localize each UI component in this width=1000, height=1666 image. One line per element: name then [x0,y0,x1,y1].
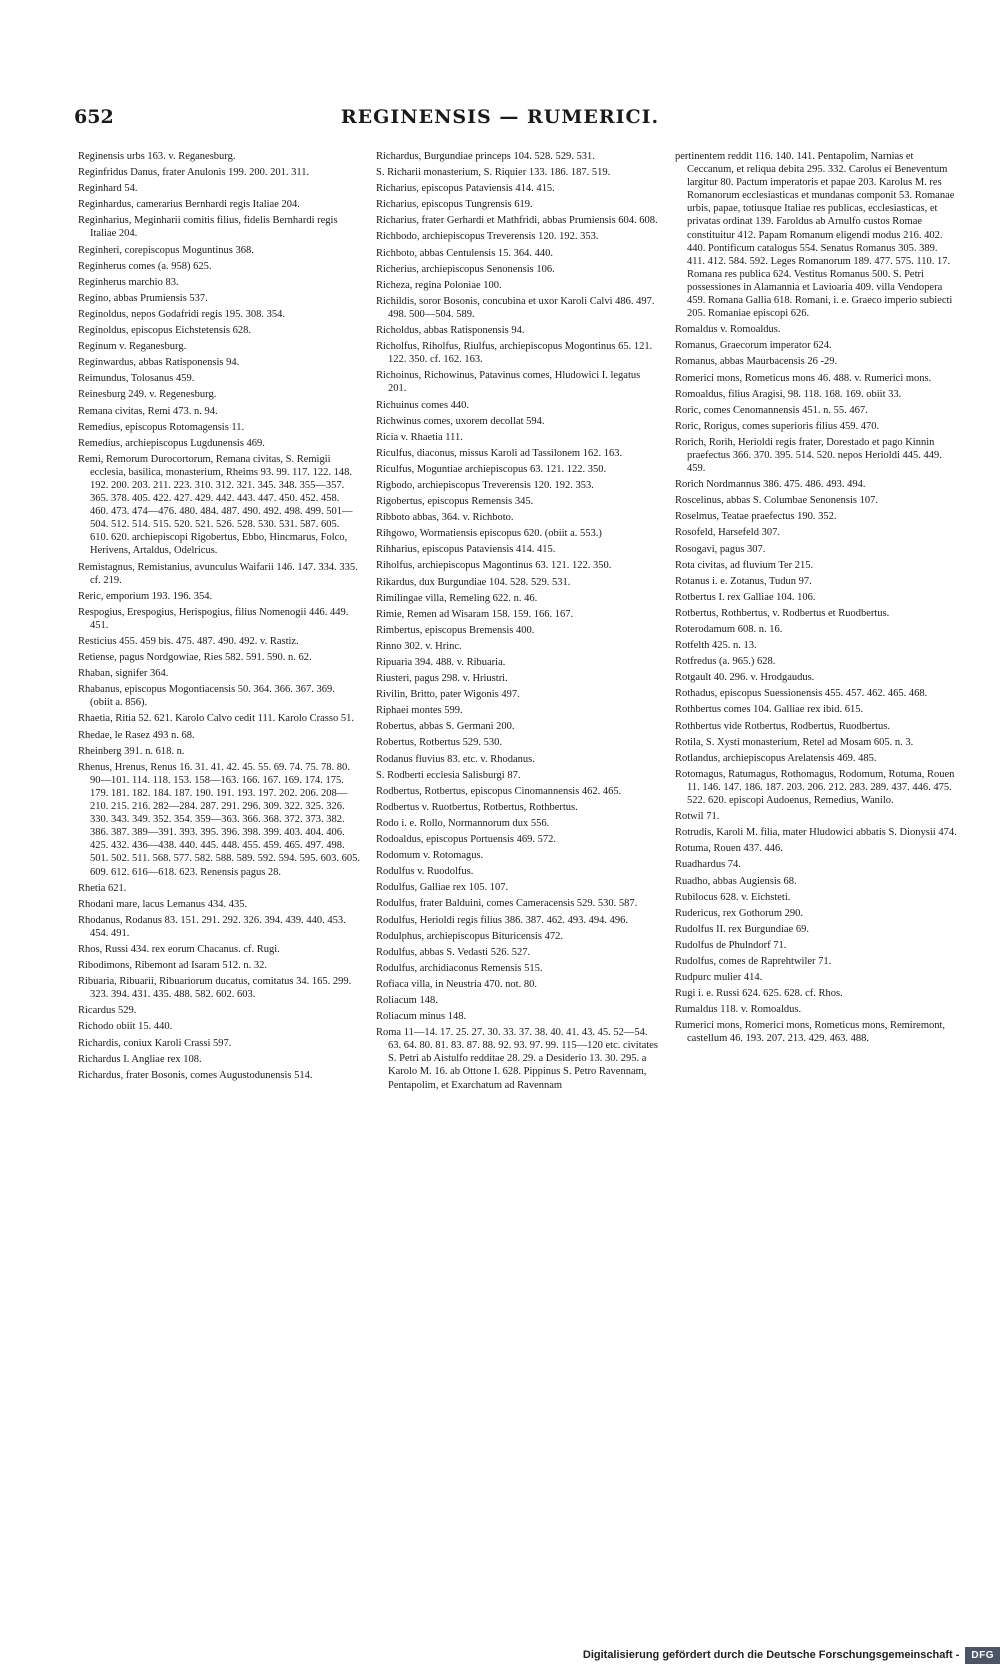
index-entry: Rimie, Remen ad Wisaram 158. 159. 166. 167. [376,608,574,620]
index-entry: Reginwardus, abbas Ratisponensis 94. [78,357,240,369]
index-entry: Rigbodo, archiepiscopus Treverensis 120. 192. 353. [376,479,594,491]
index-entry: Rodulfus, Herioldi regis filius 386. 387. 462. 493. 494. 496. [376,914,628,926]
index-entry: Richardus I. Angliae rex 108. [78,1053,202,1065]
index-entry: Rotgault 40. 296. v. Hrodgaudus. [675,672,815,684]
index-entry: Rhenus, Hrenus, Renus 16. 31. 41. 42. 45. 55. 69. 74. 75. 78. 80. 90—101. 114. 118. 153. 158—163. 166. 167. 169. 174. 175. 179. 181. 182. 184. 187. 190. 191. 193. 197. 202. 206. 208—210. 215. 216. 282—284. 287. 291. 296. 309. 322. 325. 326. 330. 343. 349. 352. 354. 359—363. 366. 368. 372. 373. 382. 386. 387. 389—391. 393. 395. 396. 398. 399. 403. 404. 406. 425. 432. 436—438. 440. 445. 448. 455. 459. 465. 497. 498. 501. 502. 511. 568. 577. 582. 588. 589. 592. 594. 595. 603. 605. 609. 612. 616—618. 623. Renensis pagus 28. [78,761,360,878]
index-entry: Rikardus, dux Burgundiae 104. 528. 529. 531. [376,576,571,588]
index-entry: Rotuma, Rouen 437. 446. [675,843,783,855]
index-entry: Richboto, abbas Centulensis 15. 364. 440. [376,247,554,259]
index-entry: Romoaldus, filius Aragisi, 98. 118. 168. 169. obiit 33. [675,388,902,400]
index-entry: Rudericus, rex Gothorum 290. [675,907,804,919]
index-entry: Roric, comes Cenomannensis 451. n. 55. 467. [675,404,868,416]
index-entry: Reinesburg 249. v. Regenesburg. [78,389,217,401]
index-entry: Rimbertus, episcopus Bremensis 400. [376,624,535,636]
index-entry: Rugi i. e. Russi 624. 625. 628. cf. Rhos. [675,988,843,1000]
index-entry: Rheinberg 391. n. 618. n. [78,745,185,757]
index-entry: Rihgowo, Wormatiensis episcopus 620. (obiit a. 553.) [376,528,602,540]
index-entry: Rosogavi, pagus 307. [675,543,766,555]
index-entry: Rumerici mons, Romerici mons, Rometicus mons, Remiremont, castellum 46. 193. 207. 213. 429. 463. 488. [675,1020,946,1045]
index-entry: Rodo i. e. Rollo, Normannorum dux 556. [376,817,550,829]
index-entry: Ribuaria, Ribuarii, Ribuariorum ducatus, comitatus 34. 165. 299. 323. 394. 431. 435. 488. 582. 602. 603. [78,976,352,1001]
index-entry: Rudolfus de Phulndorf 71. [675,939,787,951]
index-entry: Roliacum 148. [376,994,438,1006]
index-entry: Rhaetia, Ritia 52. 621. Karolo Calvo cedit 111. Karolo Crasso 51. [78,713,354,725]
index-entry: Ricardus 529. [78,1005,137,1017]
index-entry: Rhaban, signifer 364. [78,668,169,680]
index-entry: Reginherus marchio 83. [78,276,179,288]
index-entry: Rorich, Rorih, Herioldi regis frater, Dorestado et pago Kinnin praefectus 366. 370. 395. 514. 520. nepos Herioldi 445. 449. 459. [675,436,942,475]
index-column-2 [376,150,658,1620]
index-entry: Riholfus, archiepiscopus Magontinus 63. 121. 122. 350. [376,560,612,572]
index-entry: Ripuaria 394. 488. v. Ribuaria. [376,657,506,668]
index-entry: Richardus, Burgundiae princeps 104. 528. 529. 531. [376,151,595,162]
index-entry: Rodulfus, frater Balduini, comes Cameracensis 529. 530. 587. [376,898,638,910]
index-entry: Reginoldus, nepos Godafridi regis 195. 308. 354. [78,308,286,320]
index-entry: Rudolfus, comes de Raprehtwiler 71. [675,955,832,967]
index-entry: Reginharius, Meginharii comitis filius, fidelis Bernhardi regis Italiae 204. [78,215,338,240]
index-entry: Richoldus, abbas Ratisponensis 94. [376,325,525,337]
index-entry: Rhabanus, episcopus Mogontiacensis 50. 364. 366. 367. 369. (obiit a. 856). [78,684,335,709]
index-entry: Reginherus comes (a. 958) 625. [78,260,212,272]
index-entry: Riphaei montes 599. [376,705,463,717]
index-entry: Richuinus comes 440. [376,399,470,411]
index-entry: Ricia v. Rhaetia 111. [376,431,463,443]
index-entry: Roma 11—14. 17. 25. 27. 30. 33. 37. 38. 40. 41. 43. 45. 52—54. 63. 64. 80. 81. 83. 87. 88. 92. 93. 97. 99. 115—120 etc. civitates S. Petri ab Aistulfo redditae 28. 29. a Desiderio 13. 30. 295. a Karolo M. 16. ab Ottone I. 628. Pippinus S. Petro Ravennam, Pentapolim, et Exarchatum ad Ravennam [376,1027,658,1091]
index-entry: Riusteri, pagus 298. v. Hriustri. [376,673,508,685]
index-entry: Roliacum minus 148. [376,1011,467,1023]
index-entry: Richardus, frater Bosonis, comes Augustodunensis 514. [78,1069,313,1081]
index-column-3 [675,150,957,1620]
index-entry: Richarius, episcopus Tungrensis 619. [376,199,533,211]
index-entry: Rhedae, le Rasez 493 n. 68. [78,729,195,741]
index-entry: Riculfus, diaconus, missus Karoli ad Tassilonem 162. 163. [376,447,623,459]
index-entry: Rodomum v. Rotomagus. [376,850,484,862]
index-entry: Rihharius, episcopus Pataviensis 414. 415. [376,544,556,556]
index-entry: Remistagnus, Remistanius, avunculus Waifarii 146. 147. 334. 335. cf. 219. [78,561,358,586]
index-entry: S. Rodberti ecclesia Salisburgi 87. [376,769,521,781]
index-entry: Rotanus i. e. Zotanus, Tudun 97. [675,575,812,587]
index-entry: Richodo obiit 15. 440. [78,1021,173,1033]
index-entry: Rotlandus, archiepiscopus Arelatensis 469. 485. [675,752,877,764]
index-entry: Rudpurc mulier 414. [675,972,763,984]
index-entry: Rotbertus I. rex Galliae 104. 106. [675,591,816,603]
index-entry: Romanus, abbas Maurbacensis 26 -29. [675,356,838,368]
index-entry: Rigobertus, episcopus Remensis 345. [376,496,534,508]
index-entry: Rodulphus, archiepiscopus Bituricensis 472. [376,930,563,942]
index-entry: Remedius, archiepiscopus Lugdunensis 469. [78,437,265,449]
index-entry: Rotrudis, Karoli M. filia, mater Hludowici abbatis S. Dionysii 474. [675,827,957,839]
index-entry: Rhetia 621. [78,882,127,894]
index-entry: Respogius, Erespogius, Herispogius, filius Nomenogii 446. 449. 451. [78,606,349,631]
index-entry: Richolfus, Riholfus, Riulfus, archiepiscopus Mogontinus 65. 121. 122. 350. cf. 162. 163. [376,341,653,366]
index-entry: Romaldus v. Romoaldus. [675,324,781,336]
running-head: REGINENSIS — RUMERICI. [340,106,660,128]
index-entry: Retiense, pagus Nordgowiae, Ries 582. 591. 590. n. 62. [78,652,312,664]
index-entry: Richarius, episcopus Pataviensis 414. 415. [376,183,555,195]
index-entry: Rotfelth 425. n. 13. [675,640,757,652]
dfg-logo: DFG [965,1647,1000,1664]
index-entry: Rumaldus 118. v. Romoaldus. [675,1004,802,1016]
index-entry: Richwinus comes, uxorem decollat 594. [376,415,545,427]
index-entry: Rodbertus v. Ruotbertus, Rotbertus, Rothbertus. [376,801,578,813]
index-entry: Reginhardus, camerarius Bernhardi regis Italiae 204. [78,199,300,211]
index-entry: Regino, abbas Prumiensis 537. [78,292,208,304]
footer [583,1644,1000,1666]
index-entry: pertinentem reddit 116. 140. 141. Pentapolim, Narnias et Ceccanum, et reliqua debita 295. 332. Carolus ei Beneventum largitur 80. Pactum imperatoris et papae 203. Karolus M. res Romanorum ecclesiasticas et mundanas componit 53. Romanae urbis, papae, totiusque Italiae res publicas, ecclesiasticas, et privatas ordinat 139. Faroldus ab Arnulfo custos Romae constituitur 412. Papam Romanum eligendi modus 216. 402. 440. Pontificum catalogus 554. Senatus Romanus 305. 389. 411. 412. 584. 592. Leges Romanorum 189. 477. 575. 110. 17. Romana res publica 624. Vestitus Romanus 500. S. Petri possessiones in Alamannia et Lavioaria 409. villa Vendopera 459. Romana Gallia 618. Romani, i. e. Graeco imperio subiecti 205. Romaniae episcopi 626. [675,151,955,320]
index-entry: Remi, Remorum Durocortorum, Remana civitas, S. Remigii ecclesia, basilica, monasterium, Rheims 93. 99. 117. 122. 148. 192. 200. 203. 211. 223. 310. 312. 321. 345. 348. 355—357. 365. 378. 405. 422. 427. 429. 442. 443. 447. 450. 452. 458. 460. 473. 474—476. 480. 484. 487. 490. 492. 498. 499. 501—504. 512. 514. 515. 520. 521. 526. 528. 530. 531. 587. 605. 610. 620. archiepiscopi Rigobertus, Ebbo, Hincmarus, Folco, Herivens, Artaldus, Odelricus. [78,453,353,557]
index-entry: Rotbertus, Rothbertus, v. Rodbertus et Ruodbertus. [675,607,890,619]
index-entry: Rosofeld, Harsefeld 307. [675,527,780,539]
index-entry: Rodulfus, Galliae rex 105. 107. [376,882,509,894]
index-entry: Resticius 455. 459 bis. 475. 487. 490. 492. v. Rastiz. [78,636,299,647]
index-entry: Remedius, episcopus Rotomagensis 11. [78,421,245,433]
index-entry: Rinno 302. v. Hrinc. [376,640,462,652]
index-entry: Rodbertus, Rotbertus, episcopus Cinomannensis 462. 465. [376,785,622,797]
index-entry: Ruadho, abbas Augiensis 68. [675,875,797,887]
index-entry: Rotfredus (a. 965.) 628. [675,656,776,668]
index-entry: Roselmus, Teatae praefectus 190. 352. [675,511,837,523]
index-entry: Richildis, soror Bosonis, concubina et uxor Karoli Calvi 486. 497. 498. 500—504. 589. [376,295,655,320]
index-entry: Rofiaca villa, in Neustria 470. not. 80. [376,978,537,990]
index-entry: Reginfridus Danus, frater Anulonis 199. 200. 201. 311. [78,167,310,179]
index-entry: Rodulfus v. Ruodolfus. [376,866,474,878]
index-entry: Rhodani mare, lacus Lemanus 434. 435. [78,898,248,910]
index-entry: Rothbertus comes 104. Galliae rex ibid. 615. [675,704,864,716]
index-entry: Reric, emporium 193. 196. 354. [78,590,213,602]
index-entry: Rotila, S. Xysti monasterium, Retel ad Mosam 605. n. 3. [675,736,914,748]
index-entry: Reginhard 54. [78,183,138,195]
index-entry: Rothadus, episcopus Suessionensis 455. 457. 462. 465. 468. [675,688,928,700]
index-entry: Rothbertus vide Rotbertus, Rodbertus, Ruodbertus. [675,720,890,732]
index-entry: Richeza, regina Poloniae 100. [376,279,502,291]
index-entry: Ruadhardus 74. [675,859,741,871]
index-entry: Richbodo, archiepiscopus Treverensis 120. 192. 353. [376,231,599,243]
index-entry: Reginoldus, episcopus Eichstetensis 628. [78,325,251,337]
index-entry: Reginheri, corepiscopus Moguntinus 368. [78,244,254,256]
index-entry: Rodanus fluvius 83. etc. v. Rhodanus. [376,753,535,765]
index-entry: Rodulfus, archidiaconus Remensis 515. [376,962,543,974]
index-entry: Roscelinus, abbas S. Columbae Senonensis 107. [675,495,878,507]
index-entry: Rhos, Russi 434. rex eorum Chacanus. cf. Rugi. [78,943,280,955]
index-entry: Rotomagus, Ratumagus, Rothomagus, Rodomum, Rotuma, Rouen 11. 146. 147. 186. 187. 203. 206. 212. 283. 289. 437. 446. 475. 522. 620. episcopi Audoenus, Remedius, Wanilo. [675,768,955,807]
index-entry: Richerius, archiepiscopus Senonensis 106. [376,263,555,275]
index-entry: Reginum v. Reganesburg. [78,341,187,353]
index-entry: Rudolfus II. rex Burgundiae 69. [675,923,809,935]
index-entry: Reimundus, Tolosanus 459. [78,373,195,385]
index-entry: S. Richarii monasterium, S. Riquier 133. 186. 187. 519. [376,167,611,179]
index-entry: Rota civitas, ad fluvium Ter 215. [675,559,814,571]
footer-credit: Digitalisierung gefördert durch die Deutsche Forschungsgemeinschaft - [582,1649,960,1661]
index-entry: Rivilin, Britto, pater Wigonis 497. [376,689,520,701]
index-entry: Roric, Rorigus, comes superioris filius 459. 470. [675,420,880,432]
index-entry: Remana civitas, Remi 473. n. 94. [78,405,218,417]
index-entry: Rubilocus 628. v. Eichsteti. [675,891,791,903]
index-entry: Robertus, abbas S. Germani 200. [376,721,515,733]
index-entry: Rimilingae villa, Remeling 622. n. 46. [376,592,538,604]
index-entry: Romanus, Graecorum imperator 624. [675,340,832,352]
index-entry: Rodoaldus, episcopus Portuensis 469. 572. [376,834,556,846]
index-entry: Rotwil 71. [675,811,720,823]
index-entry: Richarius, frater Gerhardi et Mathfridi, abbas Prumiensis 604. 608. [376,215,658,227]
index-entry: Ribodimons, Ribemont ad Isaram 512. n. 32. [78,960,267,972]
index-column-1 [78,150,360,1620]
index-entry: Reginensis urbs 163. v. Reganesburg. [78,151,236,162]
index-entry: Romerici mons, Rometicus mons 46. 488. v. Rumerici mons. [675,372,932,384]
page-number: 652 [74,106,114,128]
index-entry: Rhodanus, Rodanus 83. 151. 291. 292. 326. 394. 439. 440. 453. 454. 491. [78,914,346,939]
index-entry: Roterodamum 608. n. 16. [675,624,783,635]
index-entry: Ribboto abbas, 364. v. Richboto. [376,512,514,524]
index-entry: Rodulfus, abbas S. Vedasti 526. 527. [376,946,531,958]
index-entry: Richardis, coniux Karoli Crassi 597. [78,1037,232,1049]
index-entry: Riculfus, Moguntiae archiepiscopus 63. 121. 122. 350. [376,463,607,475]
index-entry: Rorich Nordmannus 386. 475. 486. 493. 494. [675,479,866,491]
index-entry: Richoinus, Richowinus, Patavinus comes, Hludowici I. legatus 201. [376,370,641,395]
index-entry: Robertus, Rotbertus 529. 530. [376,737,502,749]
